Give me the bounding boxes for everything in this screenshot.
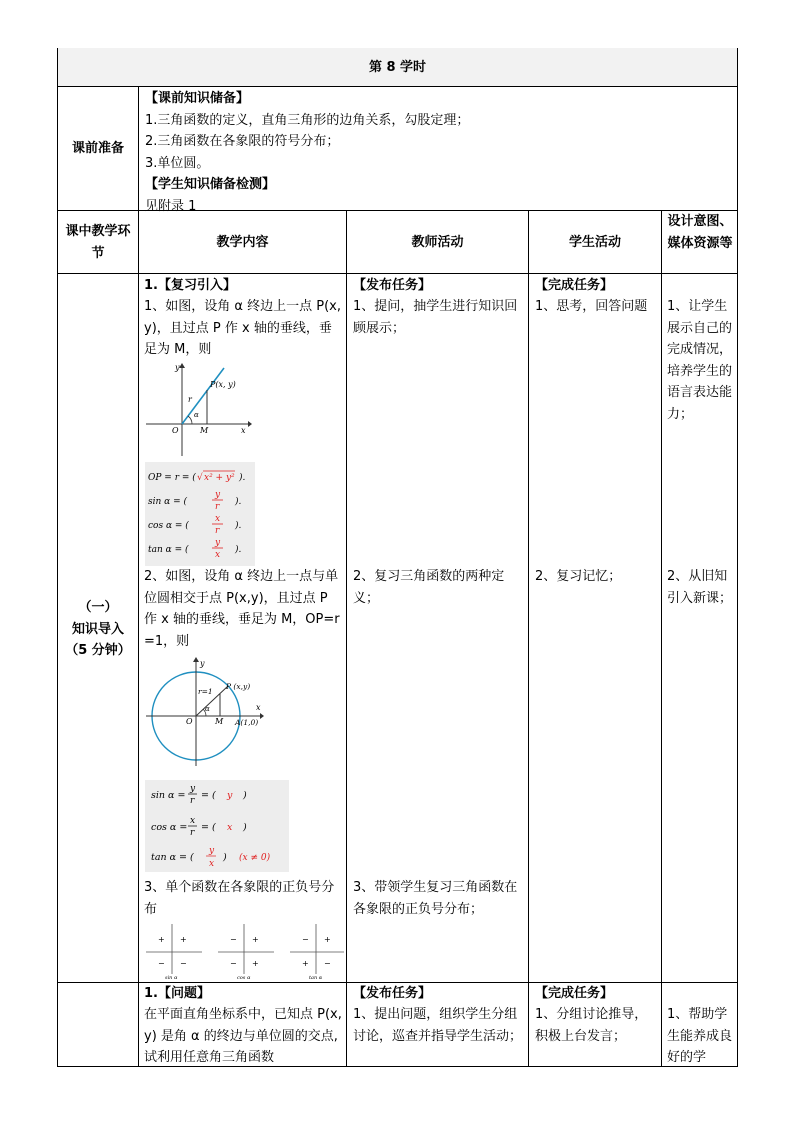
formula-box-unit-circle xyxy=(145,780,289,872)
sign-label: cos α xyxy=(237,975,251,980)
prep-content xyxy=(145,88,735,217)
formula-sin-num: y xyxy=(215,490,221,500)
section1-stage xyxy=(58,597,138,662)
formula2-tan-num: y xyxy=(209,846,215,856)
header-teacher: 教师活动 xyxy=(411,235,464,250)
formula-op: OP = r = ( xyxy=(148,473,196,483)
sign-diagram-cos xyxy=(218,924,274,980)
sign-q1: + xyxy=(180,935,187,944)
section2-teacher-heading: 【发布任务】 xyxy=(353,986,432,1001)
fig1-r-label: r xyxy=(188,395,192,404)
fig2-r-label: r=1 xyxy=(198,687,213,696)
section2-student-s1: 1、分组讨论推导，积极上台发言； xyxy=(535,1007,648,1044)
right-triangle-figure xyxy=(142,360,252,460)
grid-line xyxy=(661,210,662,1067)
section1-content-p3: 3、单个函数在各象限的正负号分布 xyxy=(144,880,335,917)
fig2-alpha-label: α xyxy=(205,705,210,713)
sign-diagram-tan xyxy=(290,924,344,980)
formula-box-definitions xyxy=(145,462,255,566)
section1-teacher-t2: 2、复习三角函数的两种定义； xyxy=(353,569,505,606)
sign-label: sin α xyxy=(165,975,178,980)
grid-line xyxy=(737,48,738,1067)
sign-label: tan α xyxy=(309,975,323,980)
prep-line: 2.三角函数在各象限的符号分布； xyxy=(145,134,340,149)
grid-line xyxy=(57,86,738,87)
formula2-tan-end: ) xyxy=(223,852,227,863)
sign-diagram-sin xyxy=(146,924,202,980)
prep-line: 见附录 1 xyxy=(145,198,197,214)
header-student: 学生活动 xyxy=(568,235,621,250)
section1-content-heading: 1.【复习引入】 xyxy=(144,278,236,293)
formula2-sin-num: y xyxy=(190,784,196,794)
grid-line xyxy=(528,210,529,1067)
section1-content-p2: 2、如图，设角 α 终边上一点与单位圆相交于点 P(x,y)，且过点 P 作 x 轴的垂线，垂足为 M，OP=r=1，则 xyxy=(144,569,340,649)
formula2-cos-eq: = ( xyxy=(201,822,216,833)
formula2-cos-den: r xyxy=(190,828,195,838)
section1-design-d1: 1、让学生展示自己的完成情况，培养学生的语言表达能力； xyxy=(667,299,733,422)
section2-student-heading: 【完成任务】 xyxy=(535,986,614,1001)
formula-sin: sin α = ( xyxy=(148,497,188,507)
formula2-sin-eq: = ( xyxy=(201,790,216,801)
fig1-m-label: M xyxy=(200,426,209,435)
grid-line xyxy=(57,273,738,274)
section2-content-p1: 在平面直角坐标系中，已知点 P(x,y) 是角 α 的终边与单位圆的交点,试利用任意角三角函数 xyxy=(144,1007,342,1065)
fig1-alpha-label: α xyxy=(194,411,199,419)
section1-content-p1: 1、如图，设角 α 终边上一点 P(x,y)，且过点 P 作 x 轴的垂线，垂足为 M，则 xyxy=(144,299,341,357)
formula-op-close: ). xyxy=(239,473,246,483)
section2-content-heading: 1.【问题】 xyxy=(144,986,210,1001)
formula2-cos-val: x xyxy=(227,822,233,833)
sign-q4: − xyxy=(324,959,331,968)
formula-tan-end: ). xyxy=(235,545,242,555)
sign-q3: − xyxy=(158,959,165,968)
grid-line xyxy=(57,48,58,1067)
formula-tan-num: y xyxy=(215,538,221,548)
section1-student-heading: 【完成任务】 xyxy=(535,278,614,293)
grid-line xyxy=(57,1066,738,1067)
sign-q2: + xyxy=(158,935,165,944)
header-design: 设计意图、媒体资源等 xyxy=(667,214,733,251)
formula-cos-end: ). xyxy=(235,521,242,531)
header-content: 教学内容 xyxy=(216,235,269,250)
prep-label: 课前准备 xyxy=(71,141,124,156)
formula2-tan-cond: (x ≠ 0) xyxy=(239,853,271,863)
formula-cos-den: r xyxy=(215,526,220,536)
fig1-y-label: y xyxy=(175,363,180,372)
sign-q2: − xyxy=(302,935,309,944)
prep-line: 1.三角函数的定义，直角三角形的边角关系，勾股定理； xyxy=(145,112,470,128)
formula-cos-num: x xyxy=(215,514,221,524)
stage-time: （5 分钟） xyxy=(65,643,131,658)
stage-number: （一） xyxy=(78,600,118,615)
section1-student-s1: 1、思考，回答问题 xyxy=(535,299,648,314)
sign-q2: − xyxy=(230,935,237,944)
sign-diagrams xyxy=(142,920,346,980)
section1-student-s2: 2、复习记忆； xyxy=(535,569,622,584)
sign-q3: − xyxy=(230,959,237,968)
fig1-x-label: x xyxy=(241,426,246,435)
formula2-sin: sin α = xyxy=(151,790,186,801)
formula-cos: cos α = ( xyxy=(148,521,189,531)
fig2-x-label: x xyxy=(256,703,261,712)
formula-tan: tan α = ( xyxy=(148,545,189,555)
fig2-m-label: M xyxy=(215,717,224,726)
sign-q4: + xyxy=(252,959,259,968)
page-title: 第 8 学时 xyxy=(368,60,427,75)
formula-sin-den: r xyxy=(215,502,220,512)
prep-line: 3.单位圆。 xyxy=(145,155,210,171)
formula2-sin-end: ) xyxy=(243,790,247,801)
sign-q4: − xyxy=(180,959,187,968)
section1-teacher-heading: 【发布任务】 xyxy=(353,278,432,293)
section1-teacher-t3: 3、带领学生复习三角函数在各象限的正负号分布； xyxy=(353,880,518,917)
formula2-sin-den: r xyxy=(190,796,195,806)
sign-q1: + xyxy=(252,935,259,944)
section1-teacher-t1: 1、提问，抽学生进行知识回顾展示； xyxy=(353,299,518,336)
prep-line: 【课前知识储备】 xyxy=(145,91,250,106)
header-stage: 课中教学环节 xyxy=(65,224,131,261)
formula-tan-den: x xyxy=(215,550,221,560)
formula2-cos-num: x xyxy=(190,816,196,826)
formula2-cos: cos α = xyxy=(151,822,188,833)
formula-sin-end: ). xyxy=(235,497,242,507)
svg-text:√: √ xyxy=(197,473,203,483)
section2-teacher-t1: 1、提出问题，组织学生分组讨论，巡查并指导学生活动； xyxy=(353,1007,523,1044)
section1-design-d2: 2、从旧知引入新课； xyxy=(667,569,733,606)
fig1-p-label: P(x, y) xyxy=(210,380,236,389)
prep-line: 【学生知识储备检测】 xyxy=(145,177,276,192)
formula2-cos-end: ) xyxy=(243,822,247,833)
fig2-o-label: O xyxy=(186,717,193,726)
fig2-p-label: P (x,y) xyxy=(226,682,251,691)
fig2-y-label: y xyxy=(200,659,205,668)
formula2-sin-val: y xyxy=(227,790,233,801)
formula2-tan: tan α = ( xyxy=(151,852,194,863)
grid-line xyxy=(346,210,347,1067)
sign-q3: + xyxy=(302,959,309,968)
stage-title: 知识导入 xyxy=(71,621,124,637)
fig1-o-label: O xyxy=(172,426,179,435)
formula2-tan-den: x xyxy=(209,859,215,869)
unit-circle-figure xyxy=(142,656,266,768)
formula-root: x² + y² xyxy=(204,473,235,483)
sign-q1: + xyxy=(324,935,331,944)
section2-design-d1: 1、帮助学生能养成良好的学 xyxy=(667,1007,733,1065)
fig2-a-label: A(1,0) xyxy=(235,718,259,727)
